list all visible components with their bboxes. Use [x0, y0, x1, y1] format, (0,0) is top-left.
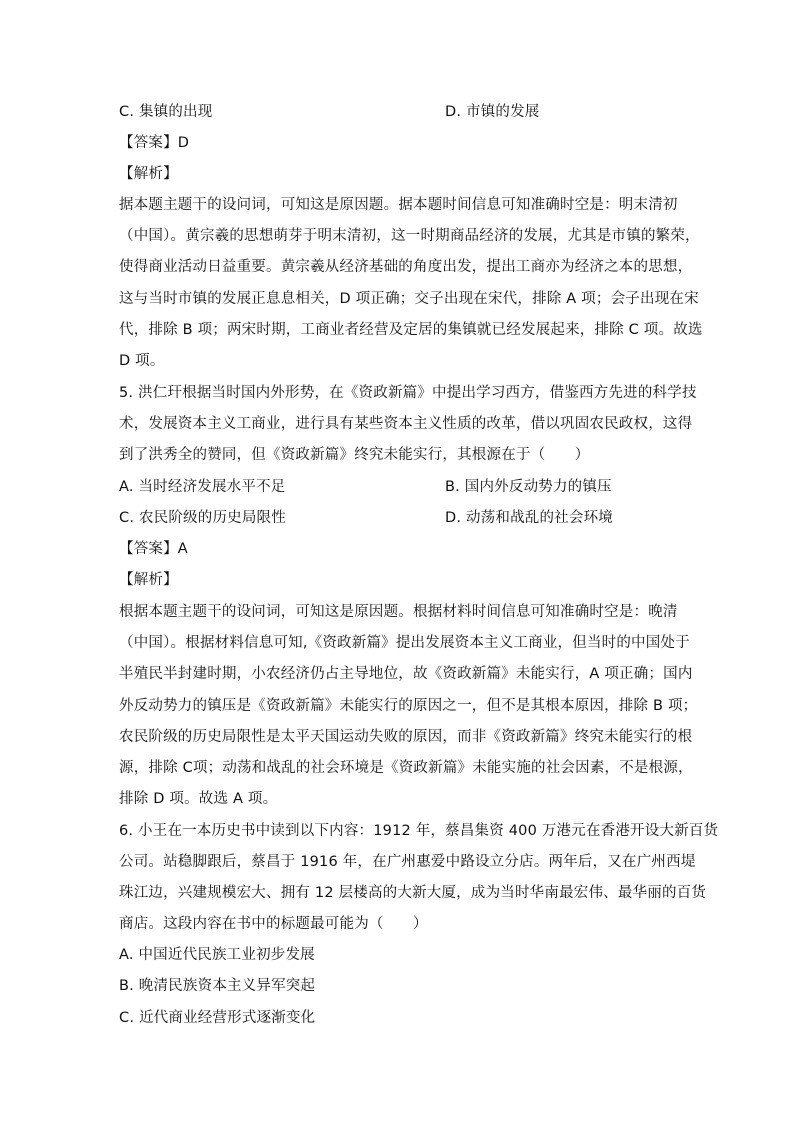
- q5-analysis-line: 农民阶级的历史局限性是太平天国运动失败的原因，而非《资政新篇》终究未能实行的根: [119, 729, 693, 745]
- q6-stem-line: 公司。站稳脚跟后，蔡昌于 1916 年，在广州惠爱中路设立分店。两年后，又在广州西堤: [119, 854, 696, 870]
- q5-option-c: C. 农民阶级的历史局限性: [119, 510, 286, 526]
- q5-answer: 【答案】A: [119, 541, 188, 557]
- q5-analysis-label: 【解析】: [119, 572, 178, 588]
- q5-option-b: B. 国内外反动势力的镇压: [445, 479, 612, 495]
- q5-stem-line: 术，发展资本主义工商业，进行具有某些资本主义性质的改革，借以巩固农民政权，这得: [119, 416, 693, 432]
- q4-analysis-label: 【解析】: [119, 166, 178, 182]
- q6-stem-line: 6. 小王在一本历史书中读到以下内容：1912 年，蔡昌集资 400 万港元在香港开设大新百货: [119, 823, 719, 839]
- q5-analysis-line: 源，排除 C项；动荡和战乱的社会环境是《资政新篇》未能实施的社会因素，不是根源，: [119, 760, 693, 776]
- q5-option-d: D. 动荡和战乱的社会环境: [445, 510, 613, 526]
- q6-option-a: A. 中国近代民族工业初步发展: [119, 947, 315, 963]
- q4-option-d: D. 市镇的发展: [445, 104, 540, 120]
- q5-analysis-line: 根据本题主题干的设问词，可知这是原因题。根据材料时间信息可知准确时空是：晚清: [119, 604, 678, 620]
- q5-analysis-line: 外反动势力的镇压是《资政新篇》未能实行的原因之一，但不是其根本原因，排除 B 项；: [119, 698, 698, 714]
- q4-analysis-line: 使得商业活动日益重要。黄宗羲从经济基础的角度出发，提出工商亦为经济之本的思想，: [119, 259, 693, 275]
- q6-option-c: C. 近代商业经营形式逐渐变化: [119, 1010, 316, 1026]
- q5-option-a: A. 当时经济发展水平不足: [119, 479, 286, 495]
- q4-analysis-line: 据本题主题干的设问词，可知这是原因题。据本题时间信息可知准确时空是：明末清初: [119, 197, 678, 213]
- q4-option-c: C. 集镇的出现: [119, 104, 213, 120]
- q4-analysis-line: 代，排除 B 项；两宋时期，工商业者经营及定居的集镇就已经发展起来，排除 C 项。故选: [119, 322, 703, 338]
- q5-analysis-line: 排除 D 项。故选 A 项。: [119, 791, 278, 807]
- q5-analysis-line: 半殖民半封建时期，小农经济仍占主导地位，故《资政新篇》未能实行，A 项正确；国内: [119, 666, 693, 682]
- q5-stem-line: 到了洪秀全的赞同，但《资政新篇》终究未能实行，其根源在于（ ）: [119, 447, 590, 463]
- q4-analysis-line: 这与当时市镇的发展正息息相关，D 项正确；交子出现在宋代，排除 A 项；会子出现在宋: [119, 291, 699, 307]
- q5-stem-line: 5. 洪仁玕根据当时国内外形势，在《资政新篇》中提出学习西方，借鉴西方先进的科学技: [119, 385, 697, 401]
- q4-analysis-line: （中国）。黄宗羲的思想萌芽于明末清初，这一时期商品经济的发展，尤其是市镇的繁荣，: [119, 228, 700, 244]
- q6-stem-line: 珠江边，兴建规模宏大、拥有 12 层楼高的大新大厦，成为当时华南最宏伟、最华丽的百货: [119, 885, 707, 901]
- q5-analysis-line: （中国）。根据材料信息可知,《资政新篇》提出发展资本主义工商业，但当时的中国处于: [119, 635, 690, 651]
- q4-analysis-line: D 项。: [119, 353, 165, 369]
- q6-option-b: B. 晚清民族资本主义异军突起: [119, 978, 316, 994]
- q4-answer: 【答案】D: [119, 135, 190, 151]
- q6-stem-line: 商店。这段内容在书中的标题最可能为（ ）: [119, 916, 428, 932]
